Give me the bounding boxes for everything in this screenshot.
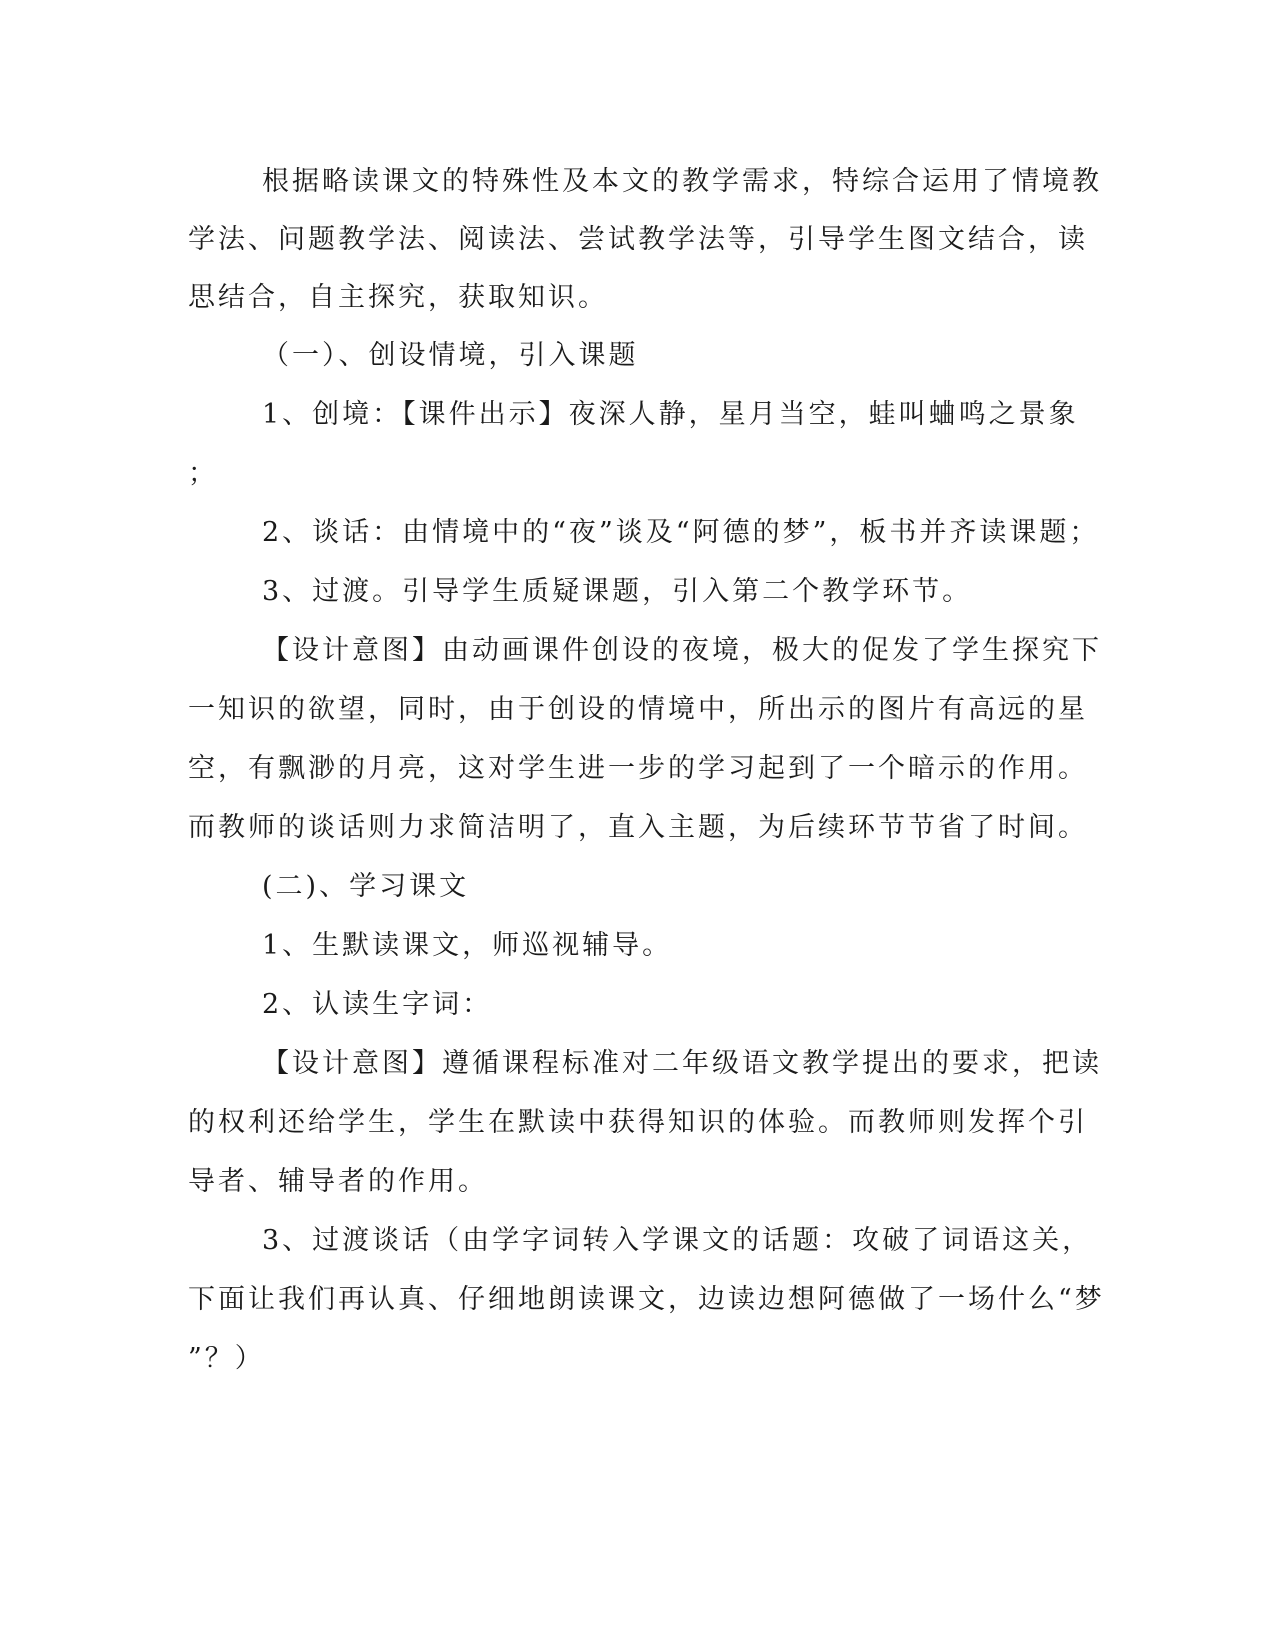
design-intent-1-line-1: 【设计意图】由动画课件创设的夜境，极大的促发了学生探究下 xyxy=(262,635,1102,666)
study-step-1: 1、生默读课文，师巡视辅导。 xyxy=(262,930,673,961)
step-3: 3、过渡。引导学生质疑课题，引入第二个教学环节。 xyxy=(262,576,973,607)
design-intent-2-line-3: 导者、辅导者的作用。 xyxy=(188,1166,488,1197)
design-intent-1-line-3: 空，有飘渺的月亮，这对学生进一步的学习起到了一个暗示的作用。 xyxy=(188,753,1088,784)
design-intent-1-line-4: 而教师的谈话则力求简洁明了，直入主题，为后续环节节省了时间。 xyxy=(188,812,1088,843)
design-intent-2-line-2: 的权利还给学生，学生在默读中获得知识的体验。而教师则发挥个引 xyxy=(188,1107,1088,1138)
design-intent-2-line-1: 【设计意图】遵循课程标准对二年级语文教学提出的要求，把读 xyxy=(262,1048,1102,1079)
paragraph-intro-line-1: 根据略读课文的特殊性及本文的教学需求，特综合运用了情境教 xyxy=(262,166,1102,197)
study-step-3-line-2: 下面让我们再认真、仔细地朗读课文，边读边想阿德做了一场什么“梦 xyxy=(188,1284,1105,1315)
step-1-line-2: ； xyxy=(188,458,218,489)
design-intent-1-line-2: 一知识的欲望，同时，由于创设的情境中，所出示的图片有高远的星 xyxy=(188,694,1088,725)
study-step-2: 2、认读生字词： xyxy=(262,989,493,1020)
section-heading-1: （一）、创设情境，引入课题 xyxy=(262,340,639,371)
study-step-3-line-3: ”？） xyxy=(188,1343,265,1374)
study-step-3-line-1: 3、过渡谈话（由学字词转入学课文的话题：攻破了词语这关， xyxy=(262,1225,1093,1256)
paragraph-intro-line-3: 思结合，自主探究，获取知识。 xyxy=(188,282,608,313)
step-2: 2、谈话：由情境中的“夜”谈及“阿德的梦”，板书并齐读课题； xyxy=(262,517,1100,548)
section-heading-2: (二)、学习课文 xyxy=(262,871,470,902)
step-1-line-1: 1、创境：【课件出示】夜深人静，星月当空，蛙叫蛐鸣之景象 xyxy=(262,399,1079,430)
paragraph-intro-line-2: 学法、问题教学法、阅读法、尝试教学法等，引导学生图文结合，读 xyxy=(188,224,1088,255)
